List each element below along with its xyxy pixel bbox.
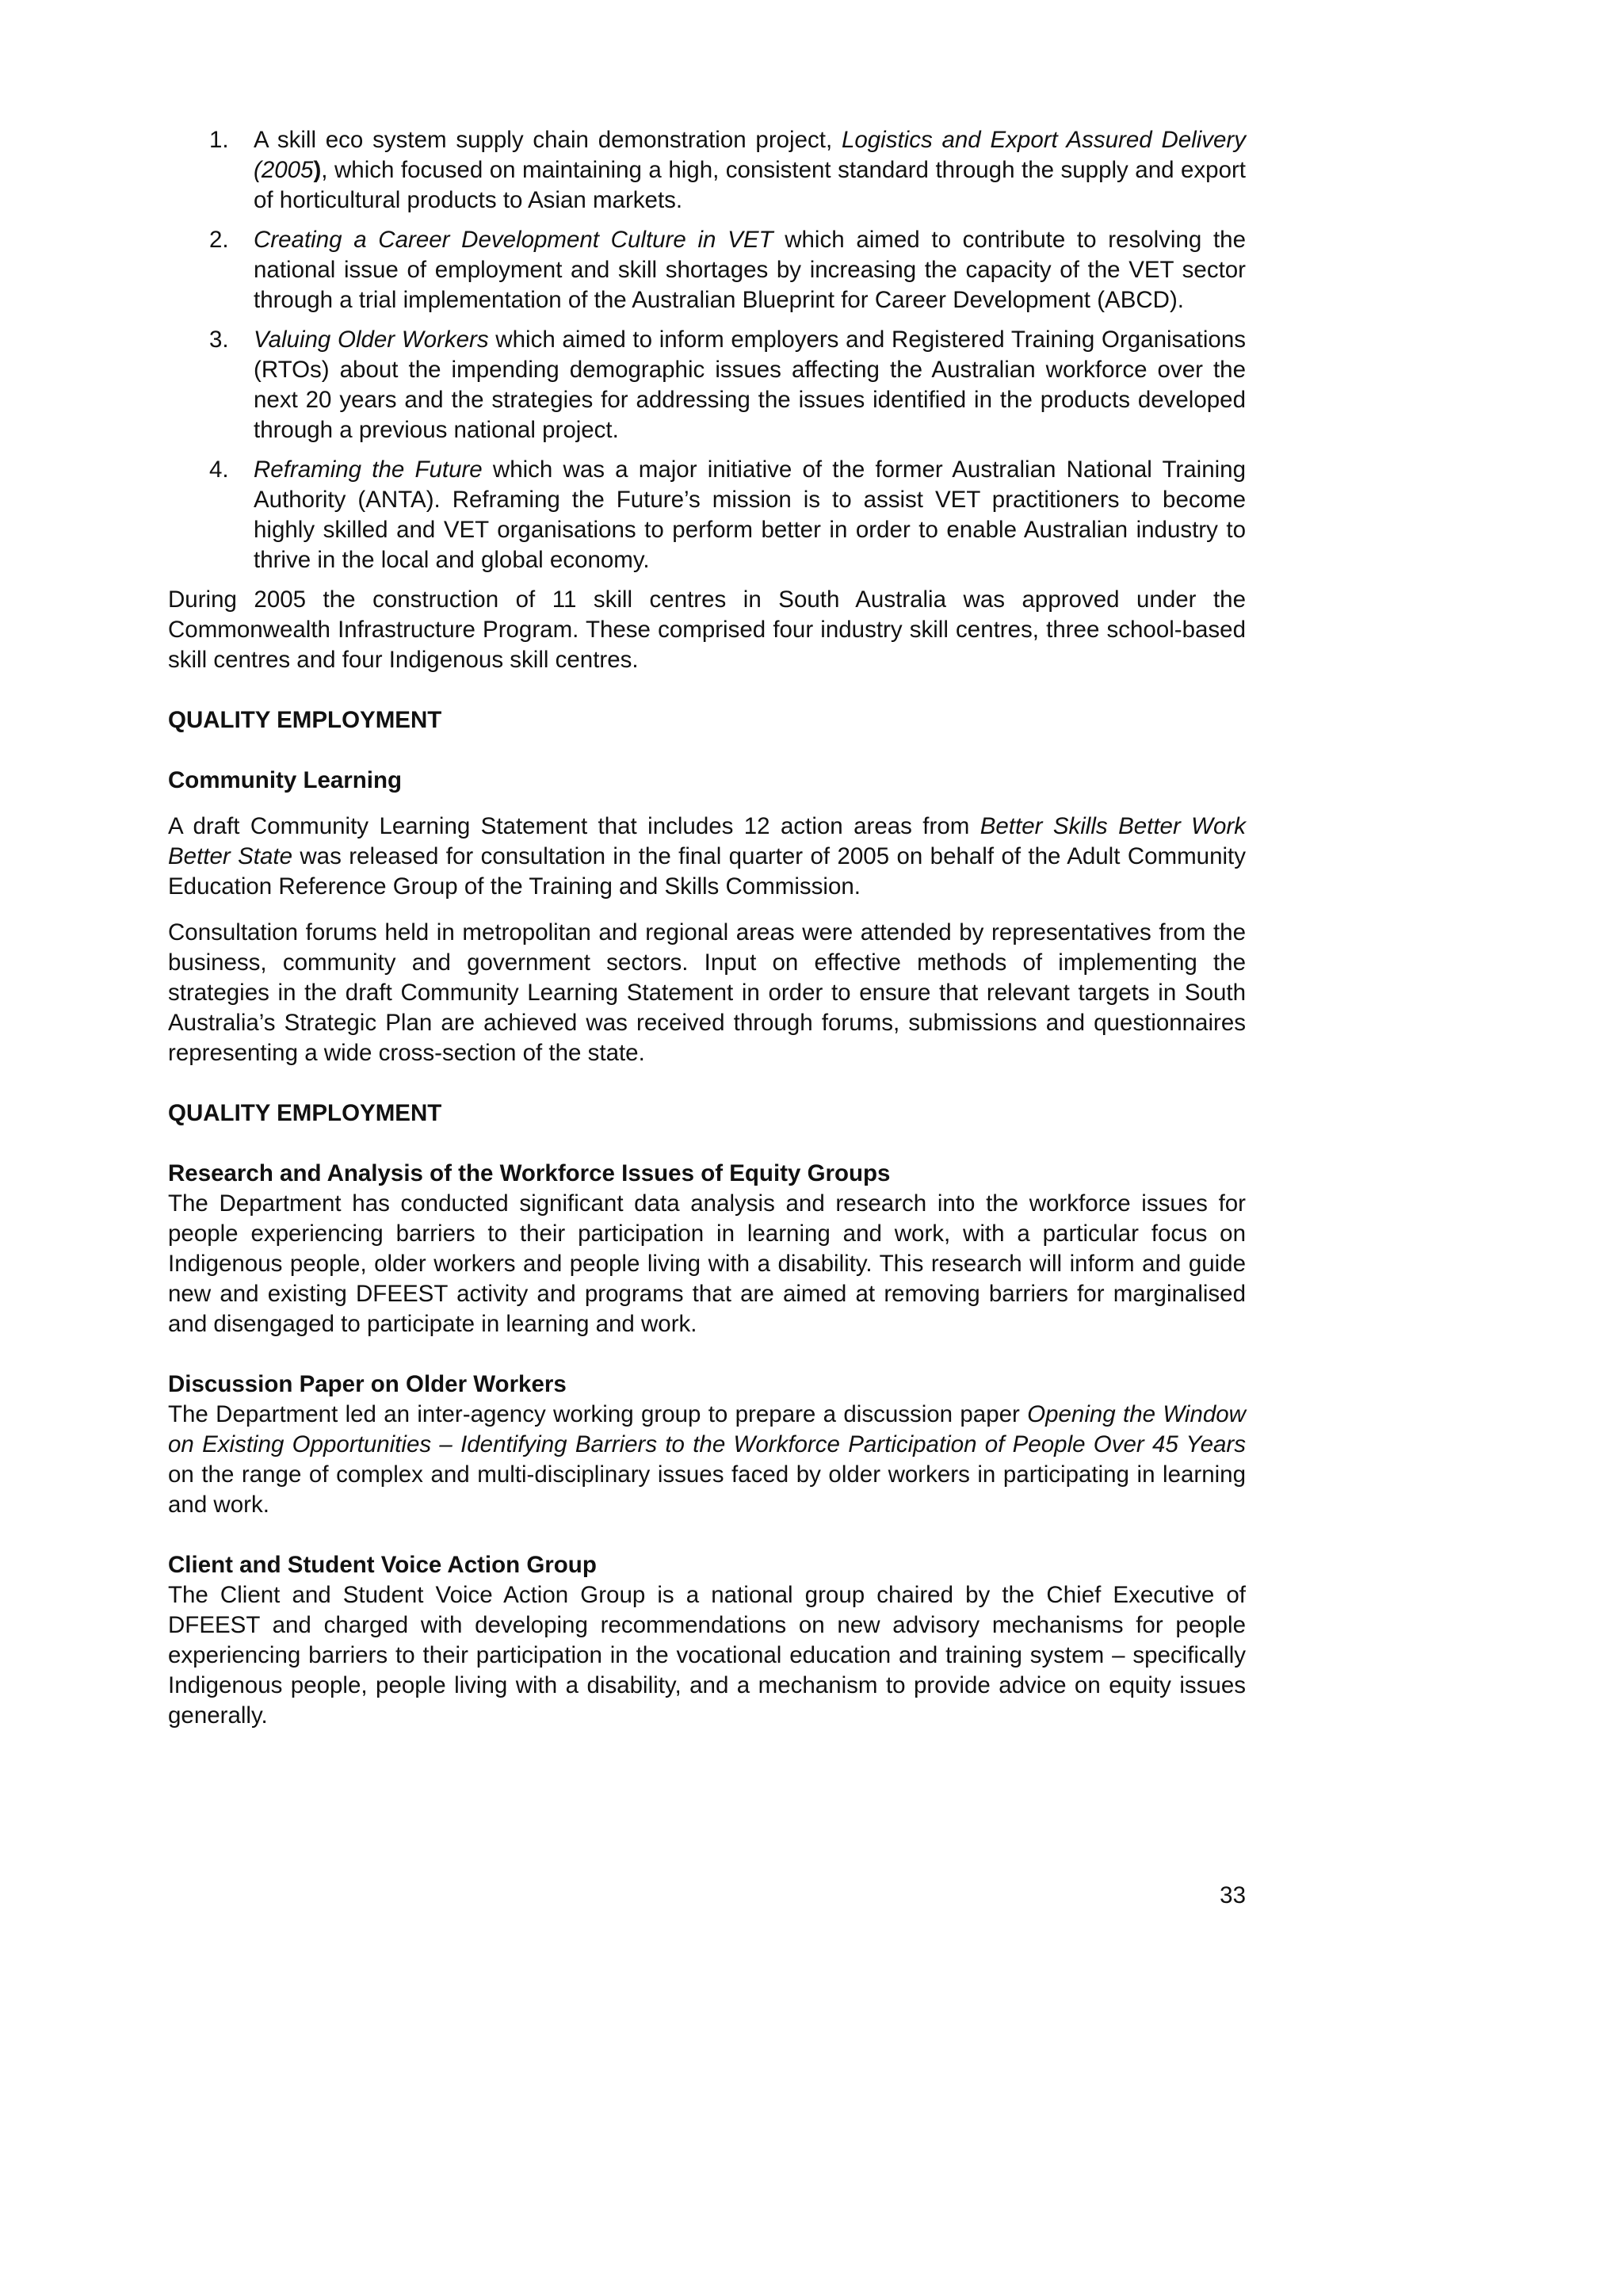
list-item-number: 2. (209, 227, 229, 253)
list-item-text: which aimed to inform employers and Registered Training Organisations (RTOs) about the impending demographic issues affecting the Australian workforce over the next 20 years and the strategies for addressing the issues identified in the products developed through a previous national project. (254, 327, 1246, 443)
document-page (168, 125, 1246, 1731)
paragraph-text: A draft Community Learning Statement that includes 12 action areas from (168, 813, 980, 839)
list-item-number: 3. (209, 327, 229, 353)
list-item-text: , which focused on maintaining a high, consistent standard through the supply and export of horticultural products to Asian markets. (254, 157, 1246, 213)
list-item (209, 455, 1246, 575)
list-item-title: Valuing Older Workers (254, 327, 489, 353)
subheading-client-student-voice: Client and Student Voice Action Group (168, 1552, 597, 1578)
paragraph-text: on the range of complex and multi-disciplinary issues faced by older workers in participating in learning and work. (168, 1461, 1246, 1518)
discussion-paragraph (168, 1400, 1246, 1520)
list-item-title: Creating a Career Development Culture in VET (254, 227, 773, 253)
paragraph-text: was released for consultation in the final quarter of 2005 on behalf of the Adult Community Education Reference Group of the Training and Skills Commission. (168, 843, 1246, 900)
publication-title: Better Skills Better Work Better State (168, 813, 1246, 869)
list-item-number: 4. (209, 457, 229, 483)
subheading-community-learning: Community Learning (168, 767, 403, 793)
publication-title: Opening the Window on Existing Opportunities – Identifying Barriers to the Workforce Participation of People Over 45 Years (168, 1401, 1246, 1457)
list-item-number: 1. (209, 127, 229, 153)
list-item-text: which aimed to contribute to resolving the national issue of employment and skill shortages by increasing the capacity of the VET sector through a trial implementation of the Australian Blueprint for Career Development (ABCD). (254, 227, 1246, 313)
subheading-research-analysis: Research and Analysis of the Workforce Issues of Equity Groups (168, 1160, 891, 1186)
paragraph-text: The Department led an inter-agency working group to prepare a discussion paper (168, 1401, 1028, 1427)
initiatives-list (168, 125, 1246, 575)
list-item (209, 125, 1246, 216)
page-number: 33 (1220, 1882, 1246, 1908)
list-item-text: A skill eco system supply chain demonstration project, (254, 127, 842, 153)
list-item-text: which was a major initiative of the former Australian National Training Authority (ANTA). Reframing the Future’s mission is to assist VET practitioners to become highly skilled and VET organisations to perform better in order to enable Australian industry to thrive in the local and global economy. (254, 457, 1246, 573)
list-item-title: Reframing the Future (254, 457, 483, 483)
list-item (209, 225, 1246, 315)
skill-centres-paragraph: During 2005 the construction of 11 skill centres in South Australia was approved under the Commonwealth Infrastructure Program. These comprised four industry skill centres, three school-based skill centres and four Indigenous skill centres. (168, 586, 1246, 673)
list-item-bracket: ) (313, 157, 322, 183)
section-heading-quality-employment-2: QUALITY EMPLOYMENT (168, 1100, 442, 1126)
list-item-title: Logistics and Export Assured Delivery (2005 (254, 127, 1246, 183)
subheading-discussion-paper: Discussion Paper on Older Workers (168, 1371, 567, 1397)
community-learning-paragraph (168, 812, 1246, 902)
consultation-paragraph: Consultation forums held in metropolitan and regional areas were attended by representatives from the business, community and government sectors. Input on effective methods of implementing the strategies in the draft Community Learning Statement in order to ensure that relevant targets in South Australia’s Strategic Plan are achieved was received through forums, submissions and questionnaires representing a wide cross-section of the state. (168, 919, 1246, 1066)
research-paragraph: The Department has conducted significant data analysis and research into the workforce issues for people experiencing barriers to their participation in learning and work, with a particular focus on Indigenous people, older workers and people living with a disability. This research will inform and guide new and existing DFEEST activity and programs that are aimed at removing barriers for marginalised and disengaged to participate in learning and work. (168, 1190, 1246, 1337)
section-heading-quality-employment: QUALITY EMPLOYMENT (168, 707, 442, 733)
list-item (209, 325, 1246, 445)
client-student-voice-paragraph: The Client and Student Voice Action Group is a national group chaired by the Chief Executive of DFEEST and charged with developing recommendations on new advisory mechanisms for people experiencing barriers to their participation in the vocational education and training system – specifically Indigenous people, people living with a disability, and a mechanism to provide advice on equity issues generally. (168, 1582, 1246, 1729)
